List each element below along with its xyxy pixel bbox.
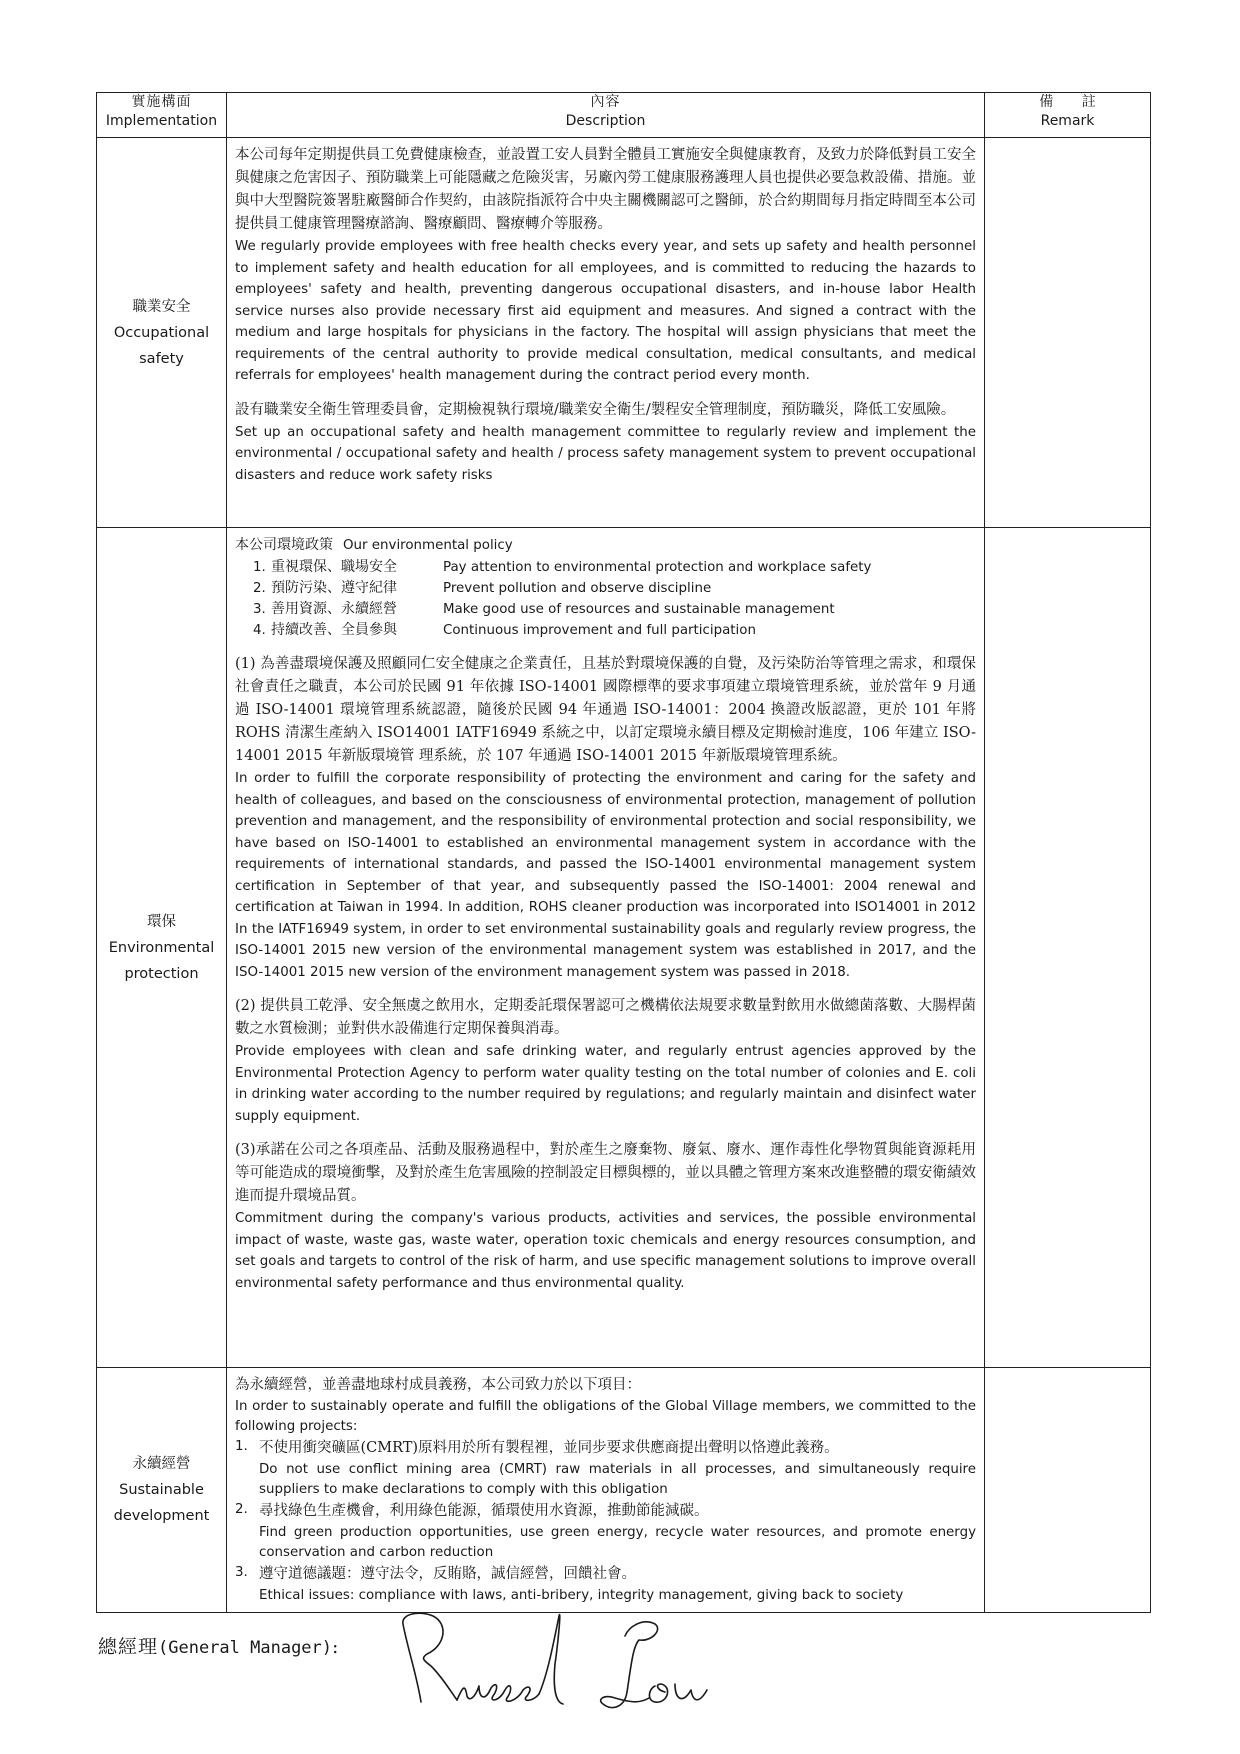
item-num: 1. — [235, 1439, 248, 1454]
aspect-zh: 職業安全 — [132, 298, 191, 315]
aspect-occupational-safety — [97, 138, 227, 528]
intro-en: In order to sustainably operate and fulfill the obligations of the Global Village members, we committed to the following projects: — [235, 1399, 976, 1434]
table-row — [97, 528, 1151, 1368]
header-implementation-en: Implementation — [105, 113, 218, 129]
document-sheet — [96, 92, 1150, 1613]
signature-footer — [98, 1612, 798, 1712]
header-remark — [985, 93, 1151, 138]
policy-num: 2. — [253, 581, 266, 596]
table-row — [97, 1368, 1151, 1613]
list-item — [253, 599, 976, 620]
list-item — [235, 1563, 976, 1606]
policy-en: Continuous improvement and full participation — [443, 623, 756, 638]
aspect-en-line1: Occupational — [113, 324, 210, 341]
gm-colon: : — [332, 1636, 340, 1658]
paragraph-en: Set up an occupational safety and health management committee to regularly review and implement the environmental / occupational safety and health / process safety management system to prevent occupational disasters and reduce work safety risks — [235, 424, 976, 483]
section-1-zh: (1) 為善盡環境保護及照顧同仁安全健康之企業責任，且基於對環境保護的自覺，及污染防治等管理之需求，和環保社會責任之職責，本公司於民國 91 年依據 ISO-14001 國際標準的要求事項建立環境管理系統，並於當年 9 月通過 ISO-14001 環境管理系統認證，隨後於民國 94 年通過 ISO-14001：2004 換證改版認證，更於 101 年將 ROHS 清潔生產納入 ISO14001 IATF16949 系統之中，以訂定環境永續目標及定期檢討進度，106 年建立 ISO-14001 2015 年新版環境管 理系統，於 107 年通過 ISO-14001 2015 年新版環境管理系統。 — [235, 656, 976, 764]
aspect-environmental-protection — [97, 528, 227, 1368]
item-en: Ethical issues: compliance with laws, anti-bribery, integrity management, giving back to society — [259, 1588, 904, 1603]
section-3-en: Commitment during the company's various products, activities and services, the possible environmental impact of waste, waste gas, waste water, operation toxic chemicals and energy resources consumption, and set goals and targets to control of the risk of harm, and use specific management solutions to improve overall environmental safety performance and thus environmental quality. — [235, 1211, 976, 1291]
remark-cell — [985, 528, 1151, 1368]
policy-zh: 預防污染、遵守紀律 — [271, 580, 397, 596]
aspect-en-line2: protection — [124, 965, 199, 982]
policy-title — [235, 534, 976, 557]
list-item — [253, 578, 976, 599]
policy-num: 1. — [253, 560, 266, 575]
header-description-zh: 內容 — [590, 94, 621, 110]
gm-label-zh: 總經理 — [98, 1636, 159, 1658]
header-implementation-zh: 實施構面 — [131, 94, 192, 110]
header-remark-en: Remark — [1040, 113, 1095, 129]
policy-list — [235, 557, 976, 641]
table-row — [97, 138, 1151, 528]
policy-num: 3. — [253, 602, 266, 617]
policy-num: 4. — [253, 623, 266, 638]
aspect-zh: 永續經營 — [132, 1456, 191, 1472]
item-zh: 尋找綠色生產機會，利用綠色能源，循環使用水資源，推動節能減碳。 — [259, 1503, 709, 1519]
aspect-en-line2: safety — [139, 350, 184, 367]
item-en: Do not use conflict mining area (CMRT) raw materials in all processes, and simultaneously require suppliers to make declarations to comply with this obligation — [259, 1462, 976, 1497]
description-occupational-safety — [227, 138, 985, 528]
table-header-row — [97, 93, 1151, 138]
remark-cell — [985, 1368, 1151, 1613]
item-num: 2. — [235, 1502, 248, 1517]
description-sustainable-development — [227, 1368, 985, 1613]
implementation-table — [96, 92, 1151, 1613]
policy-en: Prevent pollution and observe discipline — [443, 581, 712, 596]
gm-label-en: (General Manager) — [158, 1638, 333, 1658]
general-manager-label — [98, 1632, 339, 1659]
list-item — [253, 557, 976, 578]
handwritten-signature — [393, 1606, 753, 1716]
policy-en: Pay attention to environmental protection and workplace safety — [443, 560, 872, 575]
header-implementation — [97, 93, 227, 138]
paragraph-zh: 設有職業安全衛生管理委員會，定期檢視執行環境/職業安全衛生/製程安全管理制度，預防職災，降低工安風險。 — [235, 401, 956, 418]
item-zh: 遵守道德議題：遵守法令，反賄賂，誠信經營，回饋社會。 — [259, 1566, 636, 1582]
policy-zh: 持續改善、全員參與 — [271, 622, 397, 638]
commitment-list — [235, 1437, 976, 1606]
paragraph-zh: 本公司每年定期提供員工免費健康檢查，並設置工安人員對全體員工實施安全與健康教育，及致力於降低對員工安全與健康之危害因子、預防職業上可能隱藏之危險災害，另廠內勞工健康服務護理人員也提供必要急救設備、措施。並與中大型醫院簽署駐廠醫師合作契約，由該院指派符合中央主關機關認可之醫師，於合約期間每月指定時間至本公司提供員工健康管理醫療諮詢、醫療顧問、醫療轉介等服務。 — [235, 147, 976, 232]
header-description — [227, 93, 985, 138]
section-1-en: In order to fulfill the corporate responsibility of protecting the environment and caring for the safety and health of colleagues, and based on the consciousness of environmental protection, management of pollution prevention and management, and the responsibility of environmental protection and social responsibility, we have based on ISO-14001 to established an environmental management system in accordance with the requirements of international standards, and passed the ISO-14001 environmental management system certification in September of that year, and subsequently passed the ISO-14001: 2004 renewal and certification at Taiwan in 1994. In addition, ROHS cleaner production was incorporated into ISO14001 in 2012 In the IATF16949 system, in order to set environmental sustainability goals and regularly review progress, the ISO-14001 2015 new version of the environmental management system was established in 2017, and the ISO-14001 2015 new version of the environment management system was passed in 2018. — [235, 771, 976, 980]
paragraph-en: We regularly provide employees with free health checks every year, and sets up safety and health personnel to implement safety and health education for all employees, and is committed to reducing the hazards to employees' safety and health, preventing dangerous occupational disasters, and in-house labor Health service nurses also provide necessary first aid equipment and measures. And signed a contract with the medium and large hospitals for physicians in the factory. The hospital will assign physicians that meet the requirements of the central authority to provide medical consultation, medical consultants, and medical referrals for employees' health management during the contract period every month. — [235, 239, 976, 383]
aspect-en-line1: Sustainable — [119, 1482, 204, 1498]
list-item — [235, 1500, 976, 1563]
remark-cell — [985, 138, 1151, 528]
aspect-en-line2: development — [113, 1508, 210, 1524]
section-2-zh: (2) 提供員工乾淨、安全無虞之飲用水，定期委託環保署認可之機構依法規要求數量對飲用水做總菌落數、大腸桿菌數之水質檢測；並對供水設備進行定期保養與消毒。 — [235, 998, 976, 1037]
policy-title-en: Our environmental policy — [343, 538, 513, 553]
item-en: Find green production opportunities, use green energy, recycle water resources, and promote energy conservation and carbon reduction — [259, 1525, 976, 1560]
item-num: 3. — [235, 1565, 248, 1580]
policy-title-zh: 本公司環境政策 — [235, 537, 333, 553]
aspect-en-line1: Environmental — [108, 939, 215, 956]
list-item — [235, 1437, 976, 1500]
aspect-sustainable-development — [97, 1368, 227, 1613]
header-remark-zh: 備 註 — [1039, 94, 1108, 110]
section-3-zh: (3)承諾在公司之各項產品、活動及服務過程中，對於產生之廢棄物、廢氣、廢水、運作毒性化學物質與能資源耗用等可能造成的環境衝擊，及對於產生危害風險的控制設定目標與標的，並以具體之管理方案來改進整體的環安衛績效進而提升環境品質。 — [235, 1142, 976, 1204]
policy-zh: 重視環保、職場安全 — [271, 559, 397, 575]
aspect-zh: 環保 — [147, 913, 176, 930]
item-zh: 不使用衝突礦區(CMRT)原料用於所有製程裡，並同步要求供應商提出聲明以恪遵此義務。 — [259, 1440, 839, 1456]
list-item — [253, 620, 976, 641]
policy-zh: 善用資源、永續經營 — [271, 601, 397, 617]
section-2-en: Provide employees with clean and safe drinking water, and regularly entrust agencies approved by the Environmental Protection Agency to perform water quality testing on the total number of colonies and E. coli in drinking water according to the number required by regulations; and regularly maintain and disinfect water supply equipment. — [235, 1044, 976, 1124]
policy-en: Make good use of resources and sustainable management — [443, 602, 835, 617]
intro-zh: 為永續經營，並善盡地球村成員義務，本公司致力於以下項目： — [235, 1377, 641, 1393]
description-environmental-protection — [227, 528, 985, 1368]
header-description-en: Description — [565, 113, 646, 129]
